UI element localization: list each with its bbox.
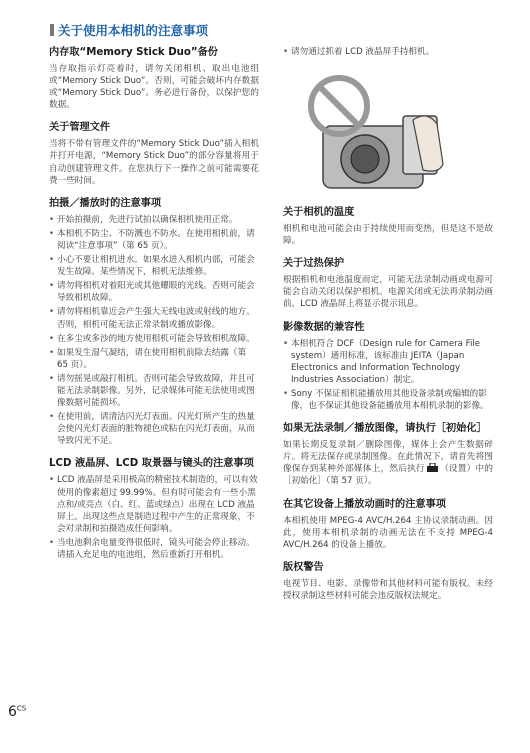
section-text-overheat: 根据相机和电池温度而定，可能无法录制动画或电源可能会自动关闭以保护相机。电源关闭或无法再录制动画前，LCD 液晶屏上将显示提示讯息。	[283, 275, 493, 310]
section-text-playback-other: 本相机使用 MPEG-4 AVC/H.264 主协议录制动画。因此，使用本相机录制的动画无法在不支持 MPEG-4 AVC/H.264 的设备上播放。	[283, 515, 493, 550]
section-heading-management-file: 关于管理文件	[49, 122, 111, 134]
list-item: • Sony 不保证相机能播放用其他设备录制或编辑的影像，也不保证其他设备能播放用本相机录制的影像。	[283, 388, 493, 412]
page-number-suffix: CS	[16, 704, 27, 713]
section-text-temperature: 相机和电池可能会由于持续使用而变热，但是这不是故障。	[283, 224, 493, 247]
section-heading-shooting-notes: 拍摄／播放时的注意事项	[49, 197, 162, 209]
list-item: • 当电池剩余电量变得很低时，镜头可能会停止移动。请插入充足电的电池组，然后重新打开相机。	[49, 537, 259, 561]
shooting-notes-list	[49, 214, 259, 448]
list-item: • 在使用前，请清洁闪光灯表面。闪光灯所产生的热量会使闪光灯表面的脏物褪色或粘在闪光灯表面，从而导致闪光不足。	[49, 411, 259, 447]
initialize-text-b: （设置）中的［初始化］（第 57 页）。	[283, 464, 493, 487]
page-title-text: 关于使用本相机的注意事项	[58, 23, 209, 38]
list-item: • 如果发生湿气凝结，请在使用相机前除去结露（第 65 页）。	[49, 347, 259, 371]
section-heading-temperature: 关于相机的温度	[283, 207, 355, 219]
list-item: • 请勿通过抓着 LCD 液晶屏手持相机。	[283, 46, 493, 58]
section-heading-copyright: 版权警告	[283, 561, 324, 573]
left-column	[49, 46, 259, 571]
list-item: • 开始拍摄前，先进行试拍以确保相机使用正常。	[49, 214, 259, 226]
lcd-lens-list	[49, 474, 259, 561]
toolbox-icon	[427, 463, 438, 472]
section-heading-overheat: 关于过热保护	[283, 258, 345, 270]
list-item: • 请勿将相机靠近会产生强大无线电波或射线的地方。否则，相机可能无法正常录制或播放影像。	[49, 306, 259, 330]
prohibited-hold-lcd-icon	[293, 64, 473, 192]
section-text-management-file: 当将不带有管理文件的“Memory Stick Duo”插入相机并打开电源，“Memory Stick Duo”的部分容量将用于自动创建管理文件。在您执行下一操作之前可能需要花费一些时间。	[49, 139, 259, 186]
right-column	[283, 46, 493, 612]
list-item: • 小心不要让相机进水。如果水进入相机内部，可能会发生故障。某些情况下，相机无法维修。	[49, 254, 259, 278]
list-item: • 本相机不防尘、不防溅也不防水。在使用相机前，请阅读“注意事项”（第 65 页）。	[49, 228, 259, 252]
list-item: • 在多尘或多沙的地方使用相机可能会导致相机故障。	[49, 333, 259, 345]
list-item: • 本相机符合 DCF（Design rule for Camera File system）通用标准，该标准由 JEITA（Japan Electronics and Information Technology Industries Association）制定。	[283, 338, 493, 386]
list-item: • 请勿摇晃或敲打相机。否则可能会导致故障，并且可能无法录制影像。另外，记录媒体可能无法使用或图像数据可能损坏。	[49, 373, 259, 409]
initialize-text-a: 如果长期反复录制／删除图像，媒体上会产生数据碎片。将无法保存或录制图像。在此情况下，请首先将图像保存到某种外部媒体上，然后执行	[283, 440, 493, 475]
compatibility-list	[283, 338, 493, 413]
section-heading-lcd-lens: LCD 液晶屏、LCD 取景器与镜头的注意事项	[49, 458, 254, 470]
list-item: • 请勿将相机对着阳光或其他耀眼的光线。否则可能会导致相机故障。	[49, 280, 259, 304]
section-text-initialize	[283, 439, 493, 487]
section-text-copyright: 电视节目、电影、录像带和其他材料可能有版权。未经授权录制这些材料可能会违反版权法规定。	[283, 578, 493, 601]
title-bar-mark	[50, 24, 54, 36]
section-heading-memory-backup: 内存取“Memory Stick Duo”备份	[49, 47, 218, 58]
section-text-memory-backup: 当存取指示灯亮着时，请勿关闭相机、取出电池组或“Memory Stick Duo”。否则，可能会破坏内存数据或“Memory Stick Duo”。务必进行备份，以保护您的数据。	[49, 64, 259, 111]
section-heading-initialize: 如果无法录制／播放图像，请执行［初始化］	[283, 423, 487, 435]
page-title	[50, 21, 208, 39]
page-number	[8, 704, 26, 720]
page-number-value: 6	[8, 704, 17, 720]
lcd-hold-list	[283, 46, 493, 58]
section-heading-playback-other: 在其它设备上播放动画时的注意事项	[283, 498, 446, 510]
list-item: • LCD 液晶屏是采用极高的精密技术制造的，可以有效使用的像素超过 99.99%。但有时可能会有一些小黑点和/或亮点（白、红、蓝或绿点）出现在 LCD 液晶屏上。出现这些点是制造过程中产生的正常现象，不会对录制和拍摄造成任何影响。	[49, 474, 259, 534]
section-heading-compatibility: 影像数据的兼容性	[283, 321, 365, 333]
